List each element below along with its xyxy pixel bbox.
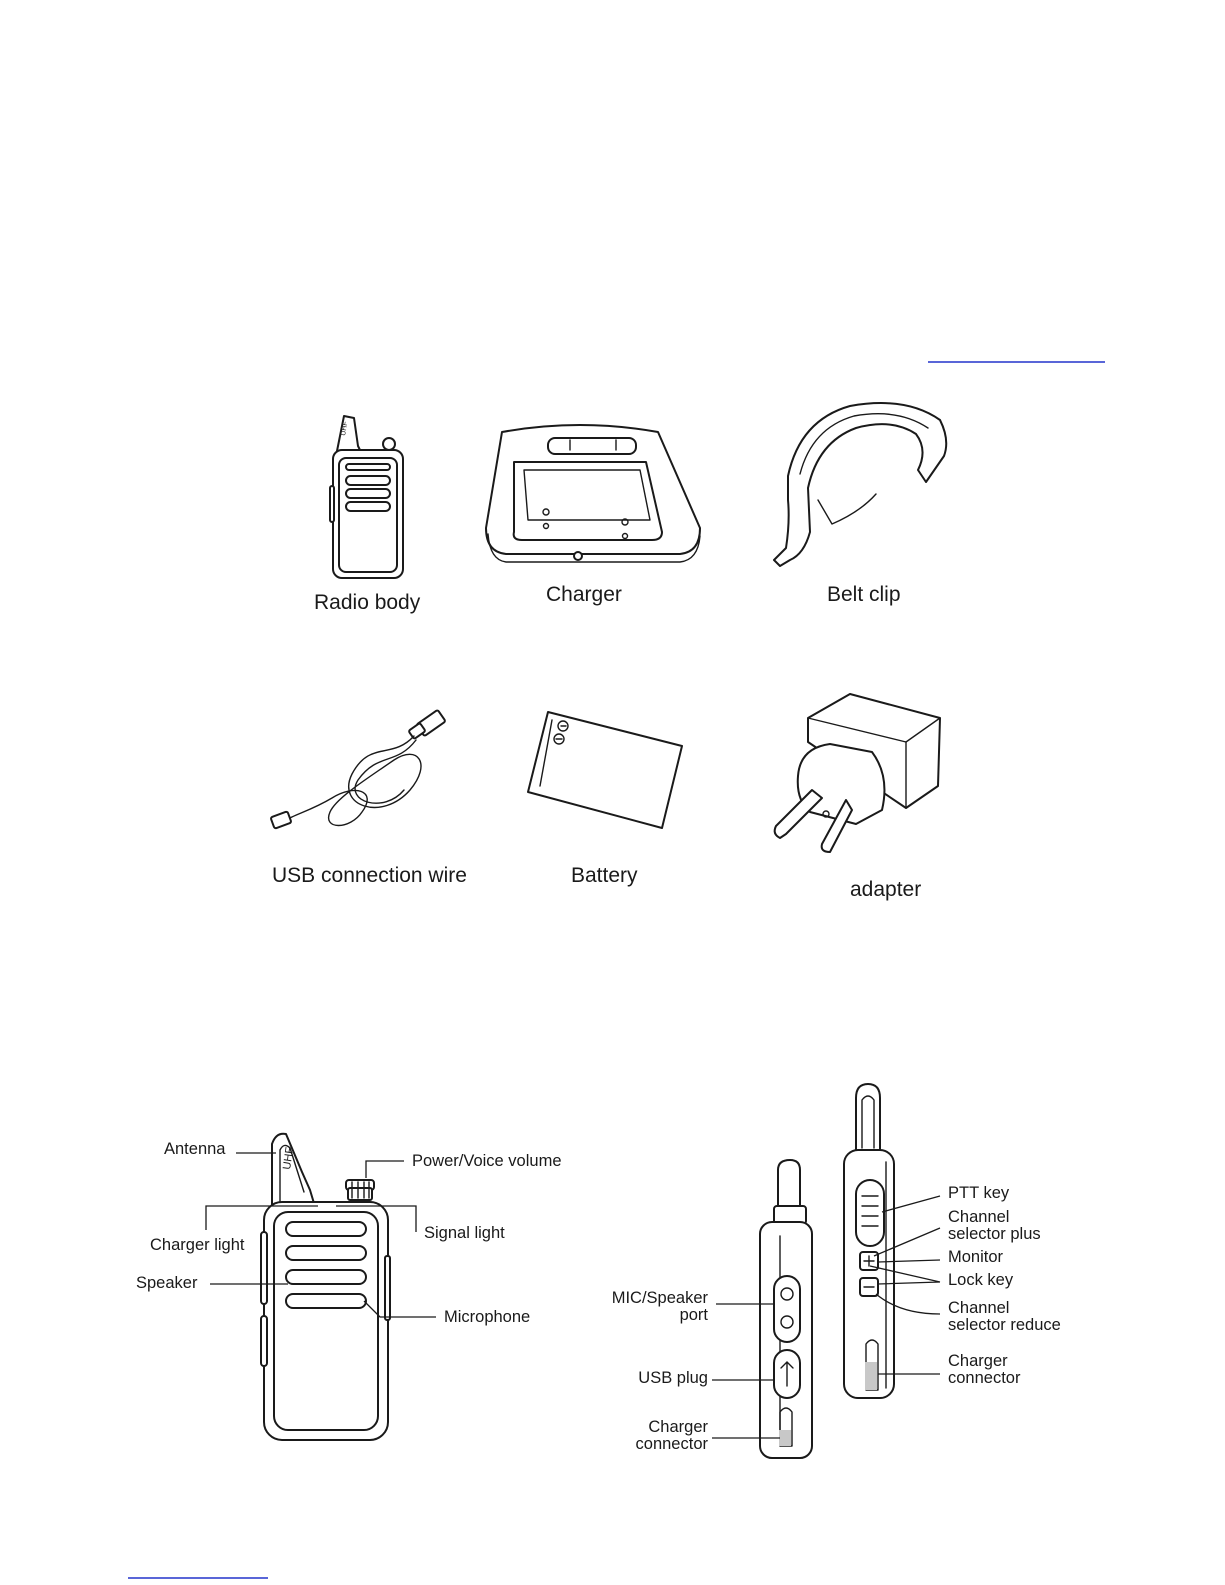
callout-charger-light: Charger light [150, 1236, 245, 1254]
callout-ptt-key: PTT key [948, 1184, 1010, 1202]
plug-adapter-icon [775, 694, 940, 852]
usb-cable-icon [270, 710, 445, 829]
callout-channel-reduce-1: Channel [948, 1299, 1010, 1317]
caption-battery: Battery [571, 864, 638, 887]
caption-usb-wire: USB connection wire [272, 864, 467, 887]
callout-mic-speaker-port-1: MIC/Speaker [611, 1289, 708, 1307]
radio-body-icon [330, 416, 403, 578]
callout-charger-connector-right-1: Charger [948, 1352, 1008, 1370]
callout-antenna: Antenna [164, 1140, 226, 1158]
callout-charger-connector-left-1: Charger [648, 1418, 708, 1436]
caption-adapter: adapter [850, 878, 922, 901]
callout-power-volume: Power/Voice volume [412, 1152, 562, 1170]
caption-charger: Charger [546, 583, 622, 606]
leader-power-volume [366, 1161, 404, 1178]
radio-front-view [261, 1134, 390, 1440]
callout-usb-plug: USB plug [638, 1369, 708, 1387]
callout-channel-plus-1: Channel [948, 1208, 1010, 1226]
callout-lock-key: Lock key [948, 1271, 1014, 1289]
callout-charger-connector-left-2: connector [635, 1435, 708, 1453]
radio-left-side-view [760, 1160, 812, 1458]
radio-right-side-view [844, 1084, 894, 1398]
callout-speaker: Speaker [136, 1274, 198, 1292]
callout-signal-light: Signal light [424, 1224, 505, 1242]
callout-monitor: Monitor [948, 1248, 1004, 1266]
battery-icon [528, 712, 682, 828]
radio-front-band-mark: UHF [281, 1146, 297, 1171]
radio-band-mark: UHF [340, 420, 350, 437]
caption-belt-clip: Belt clip [827, 583, 901, 606]
callout-microphone: Microphone [444, 1308, 531, 1326]
callout-charger-connector-right-2: connector [948, 1369, 1021, 1387]
belt-clip-icon [774, 403, 946, 566]
caption-radio-body: Radio body [314, 591, 421, 614]
callout-channel-reduce-2: selector reduce [948, 1316, 1061, 1334]
callout-channel-plus-2: selector plus [948, 1225, 1041, 1243]
callout-mic-speaker-port-2: port [679, 1306, 708, 1324]
charger-cradle-icon [486, 425, 700, 562]
